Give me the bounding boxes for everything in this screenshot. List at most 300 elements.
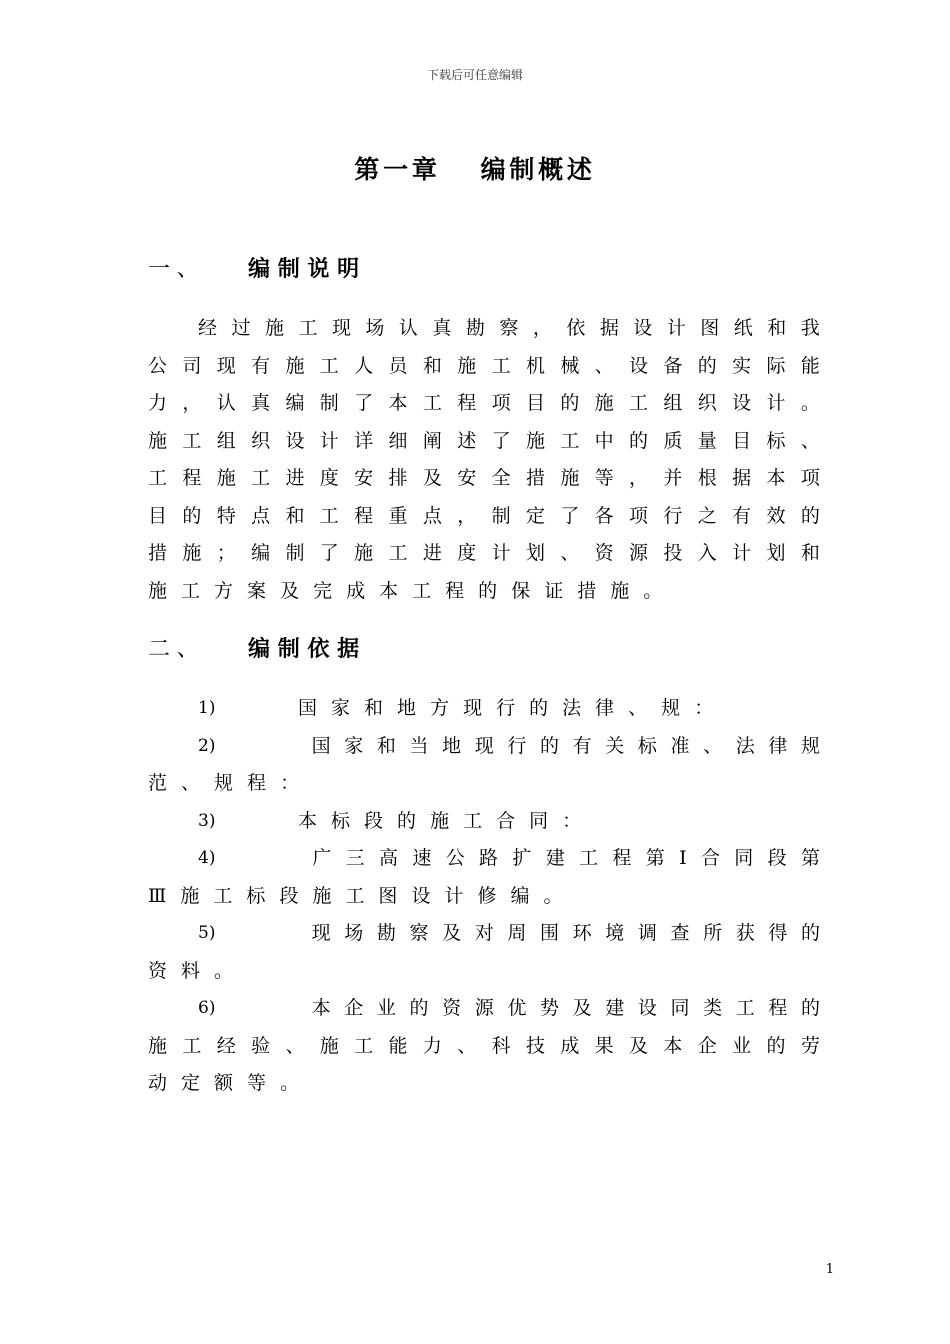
text-char: 工 [735, 997, 755, 1019]
text-char: 人 [354, 354, 374, 377]
text-char: 的 [800, 504, 820, 527]
text-line [148, 310, 820, 348]
text-char: 了 [354, 392, 374, 414]
text-char: 安 [354, 467, 374, 489]
text-char: 和 [422, 354, 442, 377]
text-char: 案 [247, 579, 267, 602]
text-char: 措 [577, 579, 597, 602]
text-char: 工 [422, 392, 442, 414]
text-char: 程 [354, 504, 374, 527]
text-line [148, 535, 820, 573]
text-char: 施 [180, 884, 200, 907]
text-char: 我 [800, 317, 820, 339]
text-char: 标 [246, 884, 266, 907]
text-char: 细 [388, 429, 408, 452]
text-line [148, 840, 820, 878]
text-char: 法 [735, 734, 755, 757]
text-char: 各 [594, 504, 614, 527]
text-char: 项 [629, 504, 649, 527]
text-char: 施 [312, 884, 332, 907]
text-char: 度 [319, 467, 339, 489]
text-char: ， [457, 504, 477, 527]
text-char: 中 [594, 429, 614, 452]
text-char: 察 [409, 922, 429, 944]
text-char: 速 [412, 847, 432, 869]
text-char: ， [182, 392, 202, 414]
text-char: 据 [732, 467, 752, 489]
text-char: Ⅰ [679, 847, 687, 869]
text-char: ： [280, 772, 300, 794]
text-char: 工 [148, 467, 168, 489]
text-char: 获 [735, 922, 755, 944]
text-char: 排 [388, 467, 408, 489]
text-char: 施 [430, 809, 450, 832]
text-char: 编 [285, 392, 305, 414]
text-char: 经 [216, 1034, 236, 1057]
text-char: 现 [463, 697, 483, 719]
text-char: 工 [181, 579, 201, 602]
text-char: 工 [354, 1034, 374, 1057]
text-char: 业 [732, 1034, 752, 1057]
text-char: 第 [800, 847, 820, 869]
text-char: 项 [491, 392, 511, 414]
text-char: 程 [457, 392, 477, 414]
chapter-number: 第一章 [354, 155, 441, 184]
text-char: 势 [539, 997, 559, 1019]
text-char: 现 [216, 354, 236, 377]
text-char: 工 [319, 504, 339, 527]
text-char: 工 [298, 317, 318, 339]
text-char: 投 [663, 542, 683, 564]
text-char: 和 [800, 542, 820, 564]
text-char: 图 [700, 317, 720, 339]
text-char: 施 [148, 1034, 168, 1057]
text-char: 过 [231, 317, 251, 339]
chapter-name: 编制概述 [480, 155, 596, 184]
text-char: 工 [319, 354, 339, 377]
text-char: 特 [216, 504, 236, 527]
text-line [148, 878, 820, 916]
text-char: 段 [364, 809, 384, 832]
text-char: 项 [800, 467, 820, 489]
text-char: 施 [216, 467, 236, 489]
text-char: 程 [247, 772, 267, 794]
text-char: 对 [474, 922, 494, 944]
text-char: 勘 [376, 922, 396, 944]
text-char: 同 [670, 997, 690, 1019]
text-char: 料 [181, 959, 201, 982]
text-char: 工 [251, 467, 271, 489]
text-line [148, 1065, 820, 1103]
text-char: 资 [594, 542, 614, 564]
text-char: 科 [491, 1034, 511, 1057]
list-item-number: 1) [198, 698, 216, 718]
text-char: 设 [411, 884, 431, 907]
text-char: 工 [629, 392, 649, 414]
text-char: 关 [605, 734, 625, 757]
text-char: 点 [422, 504, 442, 527]
text-char: 标 [331, 809, 351, 832]
section-number: 一、 [148, 257, 206, 282]
text-char: 、 [457, 1034, 477, 1057]
text-char: 措 [148, 542, 168, 564]
text-char: 行 [507, 734, 527, 757]
text-char: 设 [732, 392, 752, 414]
text-char: ， [532, 317, 552, 339]
text-char: 的 [182, 504, 202, 527]
text-char: 律 [595, 697, 615, 719]
text-char: 和 [285, 504, 305, 527]
text-char: 的 [397, 809, 417, 832]
text-char: 、 [628, 697, 648, 719]
text-char: 的 [697, 354, 717, 377]
text-char: 施 [148, 429, 168, 452]
text-char: 劳 [800, 1034, 820, 1057]
text-char: 经 [198, 317, 218, 339]
text-char: 勘 [465, 317, 485, 339]
text-char: 定 [181, 1072, 201, 1094]
text-char: 工 [388, 542, 408, 564]
text-char: 周 [507, 922, 527, 944]
text-char: 建 [545, 847, 565, 869]
text-char: ； [216, 542, 236, 564]
text-char: 场 [344, 922, 364, 944]
list-item-number: 3) [198, 810, 216, 831]
text-char: 法 [562, 697, 582, 719]
text-char: 和 [767, 317, 787, 339]
text-line [148, 573, 820, 611]
text-char: 及 [572, 997, 592, 1019]
text-char: Ⅲ [148, 884, 167, 907]
text-char: 械 [560, 354, 580, 377]
text-char: 的 [539, 734, 559, 757]
text-char: 标 [766, 429, 786, 452]
text-char: 完 [313, 579, 333, 602]
text-char: 定 [525, 504, 545, 527]
text-char: 调 [637, 922, 657, 944]
text-char: 工 [213, 884, 233, 907]
text-line [148, 728, 820, 766]
text-line [148, 690, 820, 728]
text-char: 编 [251, 542, 271, 564]
text-line [148, 385, 820, 423]
section-2-list [148, 690, 820, 1103]
section-title: 编制说明 [248, 257, 367, 282]
text-char: 行 [663, 504, 683, 527]
text-char: 的 [629, 429, 649, 452]
text-char: 实 [732, 354, 752, 377]
text-char: 类 [703, 997, 723, 1019]
text-char: 及 [629, 1034, 649, 1057]
text-char: 国 [311, 734, 331, 757]
section-heading-2 [148, 632, 367, 663]
text-char: 之 [697, 504, 717, 527]
text-char: 设 [633, 317, 653, 339]
text-char: 的 [529, 697, 549, 719]
text-char: 进 [285, 467, 305, 489]
text-char: 、 [181, 772, 201, 794]
text-char: 等 [247, 1072, 267, 1094]
text-char: 制 [285, 542, 305, 564]
text-char: 、 [594, 354, 614, 377]
text-char: 施 [594, 392, 614, 414]
list-item-number: 6) [198, 998, 216, 1018]
text-char: 资 [442, 997, 462, 1019]
text-char: 计 [444, 884, 464, 907]
text-char: 设 [285, 429, 305, 452]
text-char: 司 [182, 354, 202, 377]
text-char: ： [694, 697, 714, 719]
text-line [148, 915, 820, 953]
text-char: 成 [346, 579, 366, 602]
text-char: 的 [560, 392, 580, 414]
text-char: 工 [345, 884, 365, 907]
text-char: 组 [216, 429, 236, 452]
text-char: 计 [732, 542, 752, 564]
text-char: 证 [544, 579, 564, 602]
text-char: 额 [214, 1072, 234, 1094]
text-char: 划 [766, 542, 786, 564]
text-char: 施 [525, 429, 545, 452]
text-char: 述 [457, 429, 477, 452]
text-char: 程 [768, 997, 788, 1019]
text-char: 了 [319, 542, 339, 564]
text-char: 点 [251, 504, 271, 527]
text-char: 范 [148, 772, 168, 794]
text-char: 施 [560, 467, 580, 489]
text-char: 工 [182, 429, 202, 452]
text-char: 制 [319, 392, 339, 414]
text-char: 并 [663, 467, 683, 489]
text-char: ， [629, 467, 649, 489]
text-line [148, 953, 820, 991]
text-char: 施 [148, 579, 168, 602]
text-char: 源 [474, 997, 494, 1019]
section-1-paragraph [148, 310, 820, 610]
text-char: 的 [409, 997, 429, 1019]
text-char: 保 [511, 579, 531, 602]
text-char: 本 [298, 809, 318, 832]
text-char: 认 [216, 392, 236, 414]
text-char: 织 [251, 429, 271, 452]
text-char: 效 [766, 504, 786, 527]
text-line [148, 803, 820, 841]
text-char: 及 [422, 467, 442, 489]
text-char: 标 [637, 734, 657, 757]
text-char: 公 [445, 847, 465, 869]
list-item-number: 5) [198, 923, 216, 943]
text-char: 机 [525, 354, 545, 377]
text-char: 国 [298, 697, 318, 719]
text-char: 图 [378, 884, 398, 907]
text-line [148, 1028, 820, 1066]
text-char: 了 [491, 429, 511, 452]
text-char: 施 [319, 1034, 339, 1057]
text-char: 及 [280, 579, 300, 602]
text-char: 和 [364, 697, 384, 719]
text-char: 场 [365, 317, 385, 339]
text-char: 依 [566, 317, 586, 339]
text-char: 施 [354, 542, 374, 564]
text-char: 资 [148, 959, 168, 982]
text-char: 本 [663, 1034, 683, 1057]
text-char: 。 [643, 579, 663, 602]
text-char: 计 [491, 542, 511, 564]
text-char: 入 [697, 542, 717, 564]
text-char: 、 [800, 429, 820, 452]
text-char: 和 [376, 734, 396, 757]
text-char: 扩 [512, 847, 532, 869]
text-char: 技 [525, 1034, 545, 1057]
chapter-title [0, 150, 950, 186]
text-char: 工 [412, 579, 432, 602]
text-char: 本 [766, 467, 786, 489]
text-char: 质 [663, 429, 683, 452]
text-char: 当 [409, 734, 429, 757]
text-char: 修 [477, 884, 497, 907]
text-char: 力 [148, 392, 168, 414]
text-char: 成 [560, 1034, 580, 1057]
text-char: 阐 [422, 429, 442, 452]
text-char: 地 [397, 697, 417, 719]
text-char: 等 [594, 467, 614, 489]
text-char: 环 [572, 922, 592, 944]
text-char: 工 [491, 354, 511, 377]
text-char: 本 [388, 392, 408, 414]
text-char: 察 [499, 317, 519, 339]
text-char: 施 [610, 579, 630, 602]
text-char: 有 [251, 354, 271, 377]
text-char: 措 [525, 467, 545, 489]
text-char: 律 [768, 734, 788, 757]
page-header: 下载后可任意编辑 [426, 68, 523, 82]
text-char: 能 [800, 354, 820, 377]
text-char: 全 [491, 467, 511, 489]
text-char: 本 [311, 997, 331, 1019]
text-char: 及 [442, 922, 462, 944]
text-char: 境 [605, 922, 625, 944]
text-char: 有 [732, 504, 752, 527]
text-char: 。 [280, 1072, 300, 1094]
text-char: 。 [543, 884, 563, 907]
text-char: 行 [496, 697, 516, 719]
text-char: 的 [800, 922, 820, 944]
text-char: 力 [422, 1034, 442, 1057]
text-char: 进 [422, 542, 442, 564]
text-char: 程 [182, 467, 202, 489]
list-item-number: 4) [198, 848, 216, 868]
text-char: 现 [331, 317, 351, 339]
text-char: 方 [214, 579, 234, 602]
text-char: 规 [214, 772, 234, 794]
text-char: 第 [645, 847, 665, 869]
text-char: 程 [445, 579, 465, 602]
text-char: 。 [800, 392, 820, 414]
text-char: 工 [579, 847, 599, 869]
page-number: 1 [825, 1262, 834, 1277]
text-char: 企 [344, 997, 364, 1019]
text-char: 计 [766, 392, 786, 414]
text-char: 现 [311, 922, 331, 944]
text-char: 组 [663, 392, 683, 414]
text-char: 设 [629, 354, 649, 377]
text-line [148, 348, 820, 386]
section-heading-1 [148, 252, 367, 283]
text-char: 规 [800, 734, 820, 757]
text-char: 工 [182, 1034, 202, 1057]
text-char: 果 [594, 1034, 614, 1057]
text-char: 、 [285, 1034, 305, 1057]
text-char: 规 [661, 697, 681, 719]
text-char: 有 [572, 734, 592, 757]
text-char: 真 [432, 317, 452, 339]
text-char: 真 [251, 392, 271, 414]
text-char: 编 [510, 884, 530, 907]
text-char: 、 [703, 734, 723, 757]
text-char: ： [562, 809, 582, 832]
text-char: 企 [697, 1034, 717, 1057]
text-char: 。 [214, 959, 234, 982]
text-line [148, 460, 820, 498]
text-char: 优 [507, 997, 527, 1019]
text-char: 度 [457, 542, 477, 564]
text-char: 目 [732, 429, 752, 452]
text-char: 合 [700, 847, 720, 869]
text-char: 三 [345, 847, 365, 869]
text-char: 目 [525, 392, 545, 414]
text-char: 重 [388, 504, 408, 527]
list-item-number: 2) [198, 735, 216, 756]
text-char: 施 [457, 354, 477, 377]
text-char: 公 [148, 354, 168, 377]
text-char: 的 [800, 997, 820, 1019]
text-line [148, 990, 820, 1028]
text-char: 量 [697, 429, 717, 452]
text-char: 计 [666, 317, 686, 339]
text-char: 合 [496, 809, 516, 832]
text-char: 查 [670, 922, 690, 944]
text-char: 地 [442, 734, 462, 757]
section-title: 编制依据 [248, 637, 367, 662]
text-char: 家 [331, 697, 351, 719]
text-char: 动 [148, 1072, 168, 1094]
text-char: 现 [474, 734, 494, 757]
text-char: 所 [703, 922, 723, 944]
text-char: 工 [463, 809, 483, 832]
text-char: 源 [629, 542, 649, 564]
text-char: 方 [430, 697, 450, 719]
text-char: 的 [766, 1034, 786, 1057]
text-char: 验 [251, 1034, 271, 1057]
text-char: 员 [388, 354, 408, 377]
text-char: 备 [663, 354, 683, 377]
text-char: 据 [599, 317, 619, 339]
text-char: 制 [491, 504, 511, 527]
text-char: 同 [734, 847, 754, 869]
text-char: 得 [768, 922, 788, 944]
text-char: 计 [319, 429, 339, 452]
text-char: 、 [560, 542, 580, 564]
text-char: 业 [376, 997, 396, 1019]
text-char: 建 [605, 997, 625, 1019]
text-char: 纸 [733, 317, 753, 339]
text-char: 设 [637, 997, 657, 1019]
text-char: 织 [697, 392, 717, 414]
text-char: 施 [264, 317, 284, 339]
text-char: 工 [560, 429, 580, 452]
text-char: 同 [529, 809, 549, 832]
text-char: 段 [279, 884, 299, 907]
